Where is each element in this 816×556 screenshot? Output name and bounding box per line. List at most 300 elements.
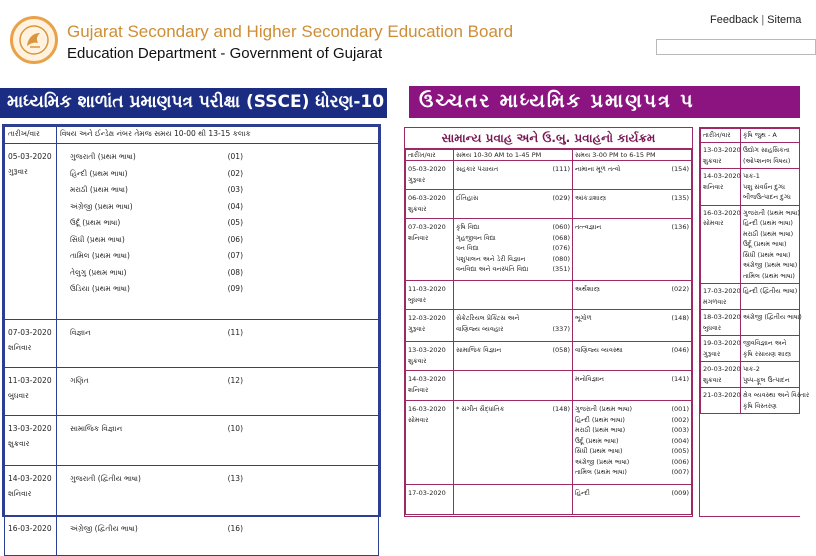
exam-date: 12-03-2020: [408, 314, 446, 322]
subject-code-wrap: [228, 215, 243, 232]
subject-line: અંગ્રેજી (પ્રથમ ભાષા): [743, 261, 798, 269]
subject-line: [575, 284, 689, 295]
date-cell: [406, 342, 454, 371]
subject-line: [575, 345, 689, 356]
subject-name: ગુજરાતી (દ્વિતીય ભાષા): [70, 474, 141, 483]
subject-line: [575, 313, 689, 324]
exam-date: 05-03-2020: [408, 165, 446, 173]
subject-line: [456, 404, 570, 415]
table-header-row: [5, 127, 379, 144]
table-row: [701, 362, 800, 388]
subject-line: [575, 467, 689, 478]
subject-cell: [741, 388, 810, 414]
subject-name: પશુપાલન અને ડેરી વિજ્ઞાન: [456, 254, 526, 263]
subject-code-wrap: [228, 281, 243, 298]
exam-date: 07-03-2020: [408, 223, 446, 231]
subject-code: (022): [671, 285, 689, 293]
exam-date: 16-03-2020: [408, 405, 446, 413]
date-cell: [701, 169, 741, 206]
exam-date: 11-03-2020: [408, 285, 446, 293]
morning-cell: [454, 190, 573, 219]
date-cell: [406, 485, 454, 515]
subject-line: કૃષિ વિસ્તરણ: [743, 401, 777, 410]
header-date: તારીખ/વાર: [406, 150, 454, 161]
subject-line: ગુજરાતી (પ્રથમ ભાષા): [743, 208, 801, 217]
subject-code: (05): [227, 218, 243, 227]
afternoon-cell: [573, 342, 692, 371]
subject-line: [62, 215, 373, 232]
subject-code: (009): [671, 489, 689, 497]
subject-line: [575, 415, 689, 426]
exam-date: 07-03-2020: [8, 328, 52, 337]
subject-name: કૃષિ વિદ્યા: [456, 223, 480, 231]
afternoon-cell: [573, 161, 692, 190]
morning-cell: [454, 485, 573, 515]
date-cell: [701, 205, 741, 284]
subject-code: (02): [227, 168, 243, 178]
ssce-table: [4, 126, 379, 556]
date-cell: [5, 368, 57, 416]
subject-code: (148): [671, 314, 689, 322]
subject-code: (076): [552, 244, 570, 252]
date-cell: [5, 416, 57, 466]
subject-code: (351): [552, 265, 570, 273]
subject-code-wrap: [228, 265, 243, 282]
subject-code: (154): [671, 165, 689, 173]
board-name: Gujarat Secondary and Higher Secondary Education Board: [67, 22, 514, 41]
exam-date: 18-03-2020: [703, 313, 741, 321]
subject-line: [575, 222, 689, 233]
table-header-row: [701, 129, 800, 143]
exam-day: શુક્રવાર: [703, 156, 722, 165]
exam-day: બુધવાર: [8, 391, 29, 400]
subject-name: ઈતિહાસ: [456, 194, 479, 202]
subject-name: અર્થશાસ્ત્ર: [575, 285, 600, 293]
subject-code: (08): [227, 267, 243, 277]
subject-line: ઉદ્યોગ સાહસિકતા: [743, 146, 790, 154]
subject-line: [62, 199, 373, 216]
table-row: [406, 281, 692, 310]
department-name: Education Department - Government of Gujarat: [67, 45, 383, 62]
subject-name: સેક્રેટરિયલ પ્રેક્ટિસ અને: [456, 314, 520, 322]
subject-line: [62, 166, 373, 183]
table-row: [5, 320, 379, 368]
exam-date: 16-03-2020: [703, 208, 741, 217]
subject-line: [575, 457, 689, 468]
subject-line: [62, 182, 373, 199]
hsc-agriculture-timetable: [699, 127, 810, 517]
afternoon-cell: [573, 310, 692, 342]
subject-name: ગૃહજીવન વિદ્યા: [456, 233, 496, 242]
table-row: [406, 371, 692, 401]
subject-name: તત્ત્વજ્ઞાન: [575, 223, 602, 231]
exam-day: શનિવાર: [408, 386, 429, 394]
subject-cell: [57, 516, 379, 556]
afternoon-cell: [573, 219, 692, 281]
subject-line: [62, 248, 373, 265]
morning-cell: [454, 281, 573, 310]
subject-code: (046): [671, 346, 689, 354]
date-cell: [5, 466, 57, 516]
header-afternoon: સમય 3-00 PM to 6-15 PM: [573, 150, 692, 161]
subject-code: (003): [671, 426, 689, 434]
subject-name: વનવિદ્યા અને વનસ્પતિ વિદ્યા: [456, 265, 529, 273]
subject-code: (01): [227, 152, 243, 161]
date-cell: [406, 401, 454, 485]
subject-line: [62, 421, 373, 438]
subject-name: હિન્દી (પ્રથમ ભાષા): [70, 168, 128, 178]
subject-code-wrap: [228, 421, 243, 438]
subject-code: (006): [671, 457, 689, 466]
subject-cell: [741, 205, 800, 284]
table-row: [406, 190, 692, 219]
table-header-row: [406, 150, 692, 161]
subject-name: અંગ્રેજી (પ્રથમ ભાષા): [70, 201, 133, 211]
date-cell: [406, 281, 454, 310]
exam-date: 14-03-2020: [8, 474, 52, 483]
subject-line: [456, 254, 570, 265]
afternoon-cell: [573, 190, 692, 219]
date-cell: [701, 310, 741, 336]
subject-code-wrap: [228, 373, 243, 390]
subject-line: ઉર્દૂ (પ્રથમ ભાષા): [743, 240, 787, 248]
exam-day: ગુરૂવાર: [8, 167, 28, 176]
subject-code: (06): [227, 234, 243, 244]
subject-code: (068): [552, 233, 570, 242]
subject-line: [62, 325, 373, 342]
subject-name: વિજ્ઞાન: [70, 328, 91, 337]
exam-date: 14-03-2020: [703, 172, 741, 180]
subject-line: [456, 264, 570, 275]
subject-name: ગુજરાતી (પ્રથમ ભાષા): [70, 152, 136, 161]
subject-line: અંગ્રેજી (દ્વિતીય ભાષા): [743, 313, 802, 321]
subject-line: સિંધી (પ્રથમ ભાષા): [743, 250, 791, 259]
table-row: [5, 144, 379, 320]
subject-line: [575, 446, 689, 457]
subject-line: હિન્દી (પ્રથમ ભાષા): [743, 219, 793, 227]
hsc-general-title: સામાન્ય પ્રવાહ અને ઉ.બુ. પ્રવાહનો કાર્યક્રમ: [405, 128, 692, 149]
header-subject: વિષય અને ઈન્ડેક્ષ નંબર તેમજ સમય 10-00 થી 13-15 કલાક: [57, 127, 379, 144]
subject-line: [456, 233, 570, 244]
exam-day: શનિવાર: [8, 343, 32, 352]
subject-name: હિન્દી: [575, 489, 590, 497]
subject-name: મરાઠી (પ્રથમ ભાષા): [70, 185, 128, 194]
table-row: [5, 368, 379, 416]
subject-name: તેલુગુ (પ્રથમ ભાષા): [70, 267, 127, 277]
afternoon-cell: [573, 401, 692, 485]
exam-day: ગુરૂવાર: [408, 176, 426, 184]
subject-code: (060): [552, 223, 570, 231]
exam-day: સોમવાર: [703, 219, 724, 227]
hsc-general-table: [405, 149, 692, 515]
subject-line: તામિલ (પ્રથમ ભાષા): [743, 271, 795, 280]
subject-name: હિન્દી (પ્રથમ ભાષા): [575, 415, 625, 424]
subject-code: (148): [552, 405, 570, 413]
table-row: [406, 310, 692, 342]
subject-line: [456, 164, 570, 175]
table-row: [406, 401, 692, 485]
subject-name: અંગ્રેજી (પ્રથમ ભાષા): [575, 457, 630, 466]
subject-line: [62, 521, 373, 538]
subject-line: [575, 436, 689, 447]
sitemap-link[interactable]: Sitema: [767, 14, 802, 26]
subject-name: * સંગીત સૈદ્ધાંતિક: [456, 405, 505, 413]
table-row: [5, 516, 379, 556]
exam-day: શુક્રવાર: [408, 357, 427, 365]
exam-date: 05-03-2020: [8, 152, 52, 161]
subject-line: મરાઠી (પ્રથમ ભાષા): [743, 229, 794, 238]
date-cell: [406, 219, 454, 281]
subject-name: ઉર્દૂ (પ્રથમ ભાષા): [575, 436, 619, 445]
exam-date: 17-03-2020: [703, 287, 741, 295]
header-morning: સમય 10-30 AM to 1-45 PM: [454, 150, 573, 161]
subject-code: (136): [671, 223, 689, 231]
subject-line: હિન્દી (દ્વિતીય ભાષા): [743, 287, 798, 295]
morning-cell: [454, 342, 573, 371]
header-date: તારીખ/વાર: [701, 129, 741, 143]
subject-code-wrap: [228, 521, 243, 538]
table-row: [406, 219, 692, 281]
header-subject: કૃષિ જુથ - A: [741, 129, 800, 143]
subject-name: સિંધી (પ્રથમ ભાષા): [575, 447, 623, 455]
subject-line: પાક-2: [743, 365, 760, 373]
subject-code-wrap: [228, 232, 243, 249]
subject-name: ગણિત: [70, 376, 89, 385]
subject-line: [456, 193, 570, 204]
link-separator: |: [761, 14, 765, 26]
table-row: [5, 466, 379, 516]
date-cell: [406, 310, 454, 342]
subject-code: (10): [227, 424, 243, 433]
subject-name: અંગ્રેજી (દ્વિતીય ભાષા): [70, 524, 138, 533]
morning-cell: [454, 161, 573, 190]
subject-name: ગુજરાતી (પ્રથમ ભાષા): [575, 405, 633, 413]
table-row: [701, 284, 800, 310]
exam-day: શનિવાર: [703, 182, 724, 191]
subject-name: સામાજિક વિજ્ઞાન: [70, 424, 123, 433]
subject-name: ભૂગોળ: [575, 314, 592, 322]
exam-day: બુધવાર: [703, 323, 722, 332]
subject-line: [62, 232, 373, 249]
subject-name: નામાના મૂળ તત્વો: [575, 165, 621, 173]
exam-date: 13-03-2020: [703, 146, 741, 154]
subject-code-wrap: [228, 471, 243, 488]
exam-day: શુક્રવાર: [703, 375, 722, 384]
table-row: [406, 161, 692, 190]
subject-code: (135): [671, 194, 689, 202]
subject-cell: [741, 310, 800, 336]
subject-code: (029): [552, 194, 570, 202]
table-row: [701, 143, 800, 169]
gseb-logo[interactable]: [10, 16, 58, 64]
subject-name: ઉડિયા (પ્રથમ ભાષા): [70, 284, 130, 293]
subject-code: (080): [552, 254, 570, 263]
hsc-banner: ઉચ્ચતર માધ્યમિક પ્રમાણપત્ર પ: [409, 86, 800, 118]
date-cell: [701, 388, 741, 414]
subject-code: (001): [671, 405, 689, 413]
subject-code: (04): [227, 201, 243, 211]
morning-cell: [454, 310, 573, 342]
subject-line: [575, 193, 689, 204]
subject-name: વન વિદ્યા: [456, 244, 479, 252]
ssce-timetable: [2, 124, 381, 533]
exam-date: 19-03-2020: [703, 339, 741, 347]
table-row: [406, 485, 692, 515]
subject-line: [456, 324, 570, 335]
subject-line: [62, 149, 373, 166]
subject-line: કૃષિ રસાયણ શાસ્ત્ર: [743, 349, 792, 358]
table-row: [701, 388, 800, 414]
subject-code-wrap: [228, 166, 243, 183]
subject-code: (16): [227, 524, 243, 533]
date-cell: [5, 320, 57, 368]
table-row: [701, 205, 800, 284]
exam-date: 21-03-2020: [703, 391, 741, 399]
table-row: [701, 169, 800, 206]
exam-date: 14-03-2020: [408, 375, 446, 383]
subject-code: (141): [671, 375, 689, 383]
exam-date: 20-03-2020: [703, 365, 741, 373]
morning-cell: [454, 371, 573, 401]
subject-name: ઉર્દૂ (પ્રથમ ભાષા): [70, 218, 121, 227]
subject-code: (007): [671, 468, 689, 476]
table-row: [701, 310, 800, 336]
subject-code: (11): [227, 328, 243, 337]
exam-day: સોમવાર: [408, 416, 429, 424]
subject-line: [575, 374, 689, 385]
subject-line: ક્ષેત્ર વ્યવસ્થા અને વિસ્તાર: [743, 391, 810, 399]
subject-code: (03): [227, 185, 243, 194]
subject-line: [62, 265, 373, 282]
subject-line: [62, 471, 373, 488]
subject-name: સિંધી (પ્રથમ ભાષા): [70, 234, 125, 244]
subject-line: [575, 404, 689, 415]
subject-line: પુષ્પ-ફૂલ ઉત્પાદન: [743, 375, 790, 384]
exam-day: શનિવાર: [8, 489, 32, 498]
date-cell: [406, 190, 454, 219]
subject-line: પશુ સંવર્ધન દુગ્ધ: [743, 182, 786, 191]
subject-cell: [57, 368, 379, 416]
subject-cell: [57, 320, 379, 368]
subject-code: (337): [552, 324, 570, 333]
subject-line: [575, 164, 689, 175]
exam-date: 13-03-2020: [408, 346, 446, 354]
date-cell: [701, 336, 741, 362]
subject-code: (002): [671, 415, 689, 424]
subject-name: મનોવિજ્ઞાન: [575, 375, 604, 383]
subject-cell: [741, 362, 800, 388]
subject-code: (12): [227, 376, 243, 385]
afternoon-cell: [573, 485, 692, 515]
top-links: [710, 14, 801, 26]
exam-day: બુધવાર: [408, 296, 427, 304]
subject-line: [456, 243, 570, 254]
board-emblem-icon: [18, 24, 50, 56]
date-cell: [701, 362, 741, 388]
subject-name: સામાજિક વિજ્ઞાન: [456, 346, 502, 354]
subject-cell: [57, 416, 379, 466]
search-input[interactable]: [656, 39, 816, 55]
hsc-general-timetable: [404, 127, 693, 517]
morning-cell: [454, 219, 573, 281]
subject-name: વાણિજ્ય વ્યવસ્થા: [575, 346, 623, 354]
subject-line: [62, 373, 373, 390]
table-row: [701, 336, 800, 362]
header-date: તારીખ/વાર: [5, 127, 57, 144]
date-cell: [406, 371, 454, 401]
subject-line: [575, 425, 689, 436]
subject-code-wrap: [228, 325, 243, 342]
subject-line: જીવવિજ્ઞાન અને: [743, 339, 787, 347]
date-cell: [5, 144, 57, 320]
subject-code: (005): [671, 447, 689, 455]
date-cell: [701, 143, 741, 169]
afternoon-cell: [573, 281, 692, 310]
subject-code: (07): [227, 251, 243, 260]
subject-code: (13): [227, 474, 243, 483]
subject-cell: [741, 336, 800, 362]
subject-name: તામિલ (પ્રથમ ભાષા): [575, 468, 627, 476]
exam-day: મંગળવાર: [703, 297, 727, 306]
afternoon-cell: [573, 371, 692, 401]
subject-line: [575, 488, 689, 499]
exam-day: શુક્રવાર: [408, 205, 427, 213]
subject-line: [456, 345, 570, 356]
subject-code-wrap: [228, 149, 243, 166]
subject-name: તામિલ (પ્રથમ ભાષા): [70, 251, 130, 260]
table-row: [406, 342, 692, 371]
subject-code-wrap: [228, 199, 243, 216]
exam-date: 06-03-2020: [408, 194, 446, 202]
subject-code: (004): [671, 436, 689, 445]
subject-cell: [57, 466, 379, 516]
exam-date: 13-03-2020: [8, 424, 52, 433]
subject-line: (ઓપ્શનલ વિષય): [743, 156, 791, 165]
subject-cell: [741, 169, 800, 206]
exam-day: ગુરૂવાર: [408, 325, 426, 333]
subject-name: આંકડાશાસ્ત્ર: [575, 194, 607, 202]
subject-code: (09): [227, 284, 243, 293]
subject-name: વાણિજ્ય વ્યવહાર: [456, 324, 504, 333]
exam-date: 11-03-2020: [8, 376, 52, 385]
subject-code: (058): [552, 346, 570, 354]
exam-day: ગુરૂવાર: [703, 349, 721, 358]
subject-code-wrap: [228, 182, 243, 199]
subject-line: [62, 281, 373, 298]
subject-code-wrap: [228, 248, 243, 265]
subject-line: [456, 313, 570, 324]
table-row: [5, 416, 379, 466]
subject-name: મરાઠી (પ્રથમ ભાષા): [575, 426, 626, 434]
date-cell: [5, 516, 57, 556]
subject-cell: [57, 144, 379, 320]
exam-date: 16-03-2020: [8, 524, 52, 533]
morning-cell: [454, 401, 573, 485]
hsc-agriculture-table: [700, 128, 810, 414]
exam-day: શુક્રવાર: [8, 439, 30, 448]
subject-cell: [741, 284, 800, 310]
ssce-banner: માધ્યમિક શાળાંત પ્રમાણપત્ર પરીક્ષા (SSCE) ધોરણ-10: [0, 88, 387, 118]
subject-line: [456, 222, 570, 233]
exam-date: 17-03-2020: [408, 489, 446, 497]
subject-line: બીજઉત્પાદન દુગ્ધ: [743, 193, 791, 201]
subject-code: (111): [552, 165, 570, 173]
date-cell: [406, 161, 454, 190]
feedback-link[interactable]: Feedback: [710, 14, 759, 26]
subject-name: સહકાર પંચાયત: [456, 165, 499, 173]
subject-line: પાક-1: [743, 172, 760, 180]
subject-cell: [741, 143, 800, 169]
